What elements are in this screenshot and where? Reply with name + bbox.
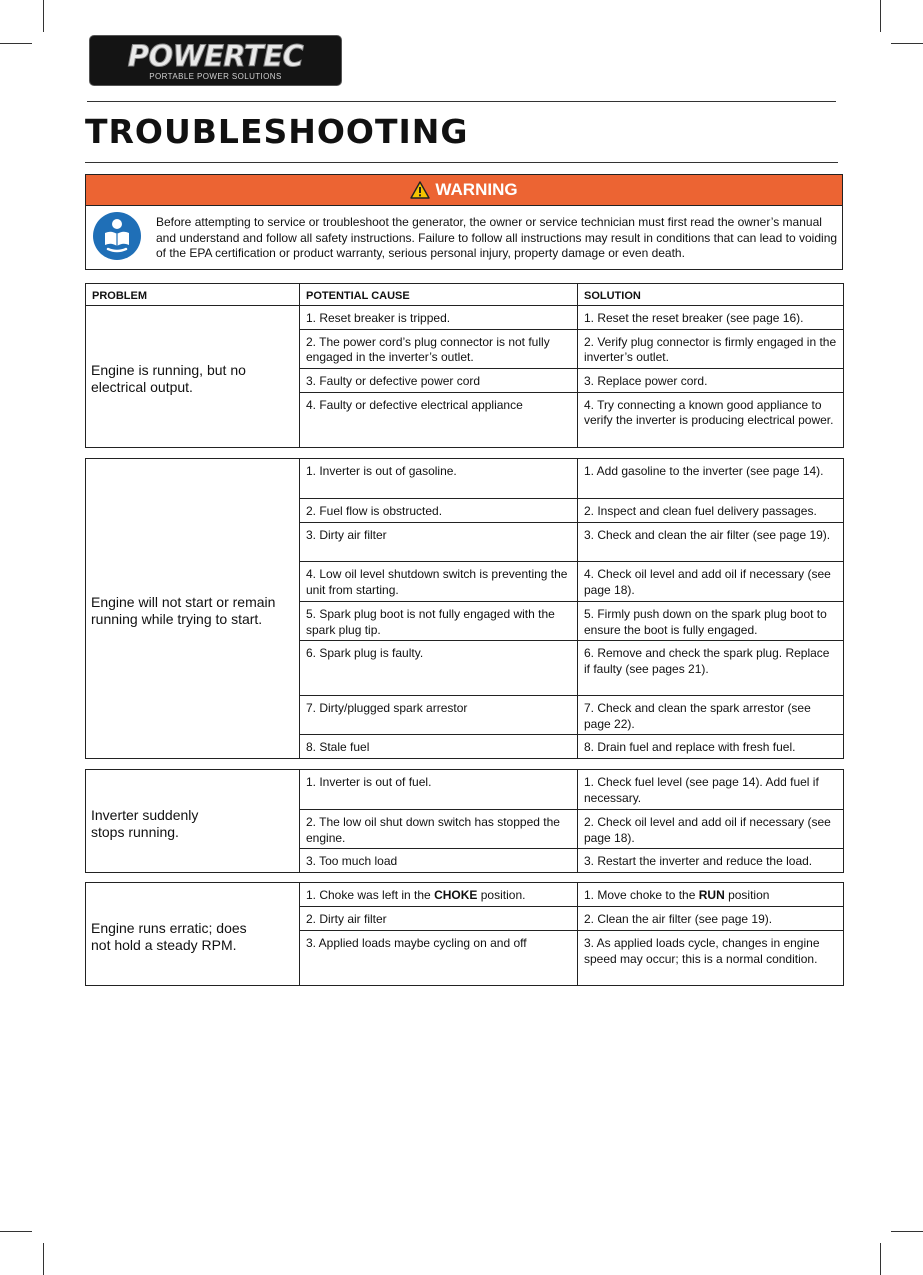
solution-cell: 3. As applied loads cycle, changes in engine speed may occur; this is a normal condition.	[578, 931, 844, 986]
troubleshooting-table-stops-running	[85, 769, 844, 873]
cause-cell: 1. Reset breaker is tripped.	[300, 305, 578, 329]
troubleshooting-table-runs-erratic	[85, 882, 844, 986]
cause-cell: 3. Applied loads maybe cycling on and off	[300, 931, 578, 986]
problem-cell: Engine runs erratic; does not hold a steady RPM.	[86, 883, 300, 986]
troubleshooting-table-no-start	[85, 458, 844, 759]
cause-cell: 3. Faulty or defective power cord	[300, 368, 578, 392]
solution-cell: 4. Check oil level and add oil if necessary (see page 18).	[578, 562, 844, 602]
warning-triangle-icon	[410, 181, 430, 199]
solution-cell	[578, 883, 844, 907]
header-solution: SOLUTION	[578, 284, 844, 306]
solution-cell: 3. Replace power cord.	[578, 368, 844, 392]
crop-mark	[891, 43, 923, 44]
header-problem: PROBLEM	[86, 284, 300, 306]
read-manual-icon	[92, 211, 142, 261]
solution-cell: 2. Verify plug connector is firmly engaged in the inverter’s outlet.	[578, 329, 844, 368]
crop-mark	[891, 1231, 923, 1232]
page-title: TROUBLESHOOTING	[85, 112, 469, 151]
solution-cell: 2. Clean the air filter (see page 19).	[578, 907, 844, 931]
run-keyword: RUN	[698, 888, 725, 902]
solution-cell: 2. Check oil level and add oil if necessary (see page 18).	[578, 810, 844, 849]
cause-cell: 3. Dirty air filter	[300, 523, 578, 562]
title-rule	[85, 162, 838, 163]
solution-cell: 6. Remove and check the spark plug. Replace if faulty (see pages 21).	[578, 641, 844, 696]
solution-text: 1. Move choke to the	[584, 888, 699, 902]
crop-mark	[0, 43, 32, 44]
brand-tagline: PORTABLE POWER SOLUTIONS	[149, 72, 282, 81]
solution-cell: 5. Firmly push down on the spark plug boot to ensure the boot is fully engaged.	[578, 602, 844, 641]
warning-title: WARNING	[435, 180, 518, 199]
cause-cell	[300, 883, 578, 907]
brand-logo	[89, 35, 342, 86]
cause-text: position.	[477, 888, 526, 902]
warning-header	[86, 175, 842, 206]
cause-cell: 4. Faulty or defective electrical appliance	[300, 392, 578, 447]
problem-cell: Inverter suddenly stops running.	[86, 770, 300, 873]
warning-text: Before attempting to service or troubleshoot the generator, the owner or service technician must first read the owner’s manual and understand and follow all safety instructions. Failure to follow all instructions may result in conditions that can lead to voiding of the EPA certification or product warranty, serious personal injury, property damage or even death.	[156, 215, 838, 261]
cause-cell: 2. Fuel flow is obstructed.	[300, 499, 578, 523]
solution-cell: 8. Drain fuel and replace with fresh fuel.	[578, 735, 844, 759]
crop-mark	[43, 1243, 44, 1275]
problem-cell: Engine will not start or remain running while trying to start.	[86, 459, 300, 759]
table-row	[86, 459, 844, 499]
table-row	[86, 770, 844, 810]
cause-cell: 3. Too much load	[300, 849, 578, 873]
solution-cell: 3. Check and clean the air filter (see page 19).	[578, 523, 844, 562]
crop-mark	[880, 1243, 881, 1275]
cause-cell: 5. Spark plug boot is not fully engaged with the spark plug tip.	[300, 602, 578, 641]
warning-body	[86, 206, 842, 270]
solution-cell: 1. Check fuel level (see page 14). Add fuel if necessary.	[578, 770, 844, 810]
troubleshooting-table-no-output	[85, 283, 844, 448]
cause-cell: 1. Inverter is out of fuel.	[300, 770, 578, 810]
solution-cell: 4. Try connecting a known good appliance to verify the inverter is producing electrical power.	[578, 392, 844, 447]
table-row	[86, 305, 844, 329]
cause-text: 1. Choke was left in the	[306, 888, 435, 902]
cause-cell: 1. Inverter is out of gasoline.	[300, 459, 578, 499]
solution-cell: 2. Inspect and clean fuel delivery passages.	[578, 499, 844, 523]
crop-mark	[43, 0, 44, 32]
choke-keyword: CHOKE	[434, 888, 478, 902]
solution-cell: 3. Restart the inverter and reduce the load.	[578, 849, 844, 873]
problem-cell: Engine is running, but no electrical output.	[86, 305, 300, 447]
cause-cell: 2. The power cord’s plug connector is not fully engaged in the inverter’s outlet.	[300, 329, 578, 368]
cause-cell: 2. The low oil shut down switch has stopped the engine.	[300, 810, 578, 849]
cause-cell: 6. Spark plug is faulty.	[300, 641, 578, 696]
solution-cell: 7. Check and clean the spark arrestor (see page 22).	[578, 696, 844, 735]
header-rule	[87, 101, 836, 102]
solution-text: position	[724, 888, 770, 902]
solution-cell: 1. Reset the reset breaker (see page 16).	[578, 305, 844, 329]
cause-cell: 7. Dirty/plugged spark arrestor	[300, 696, 578, 735]
crop-mark	[880, 0, 881, 32]
cause-cell: 8. Stale fuel	[300, 735, 578, 759]
table-row	[86, 883, 844, 907]
warning-box	[85, 174, 843, 270]
cause-cell: 2. Dirty air filter	[300, 907, 578, 931]
crop-mark	[0, 1231, 32, 1232]
solution-cell: 1. Add gasoline to the inverter (see page 14).	[578, 459, 844, 499]
brand-name: POWERTEC	[127, 39, 304, 73]
table-header-row	[86, 284, 844, 306]
cause-cell: 4. Low oil level shutdown switch is preventing the unit from starting.	[300, 562, 578, 602]
header-cause: POTENTIAL CAUSE	[300, 284, 578, 306]
